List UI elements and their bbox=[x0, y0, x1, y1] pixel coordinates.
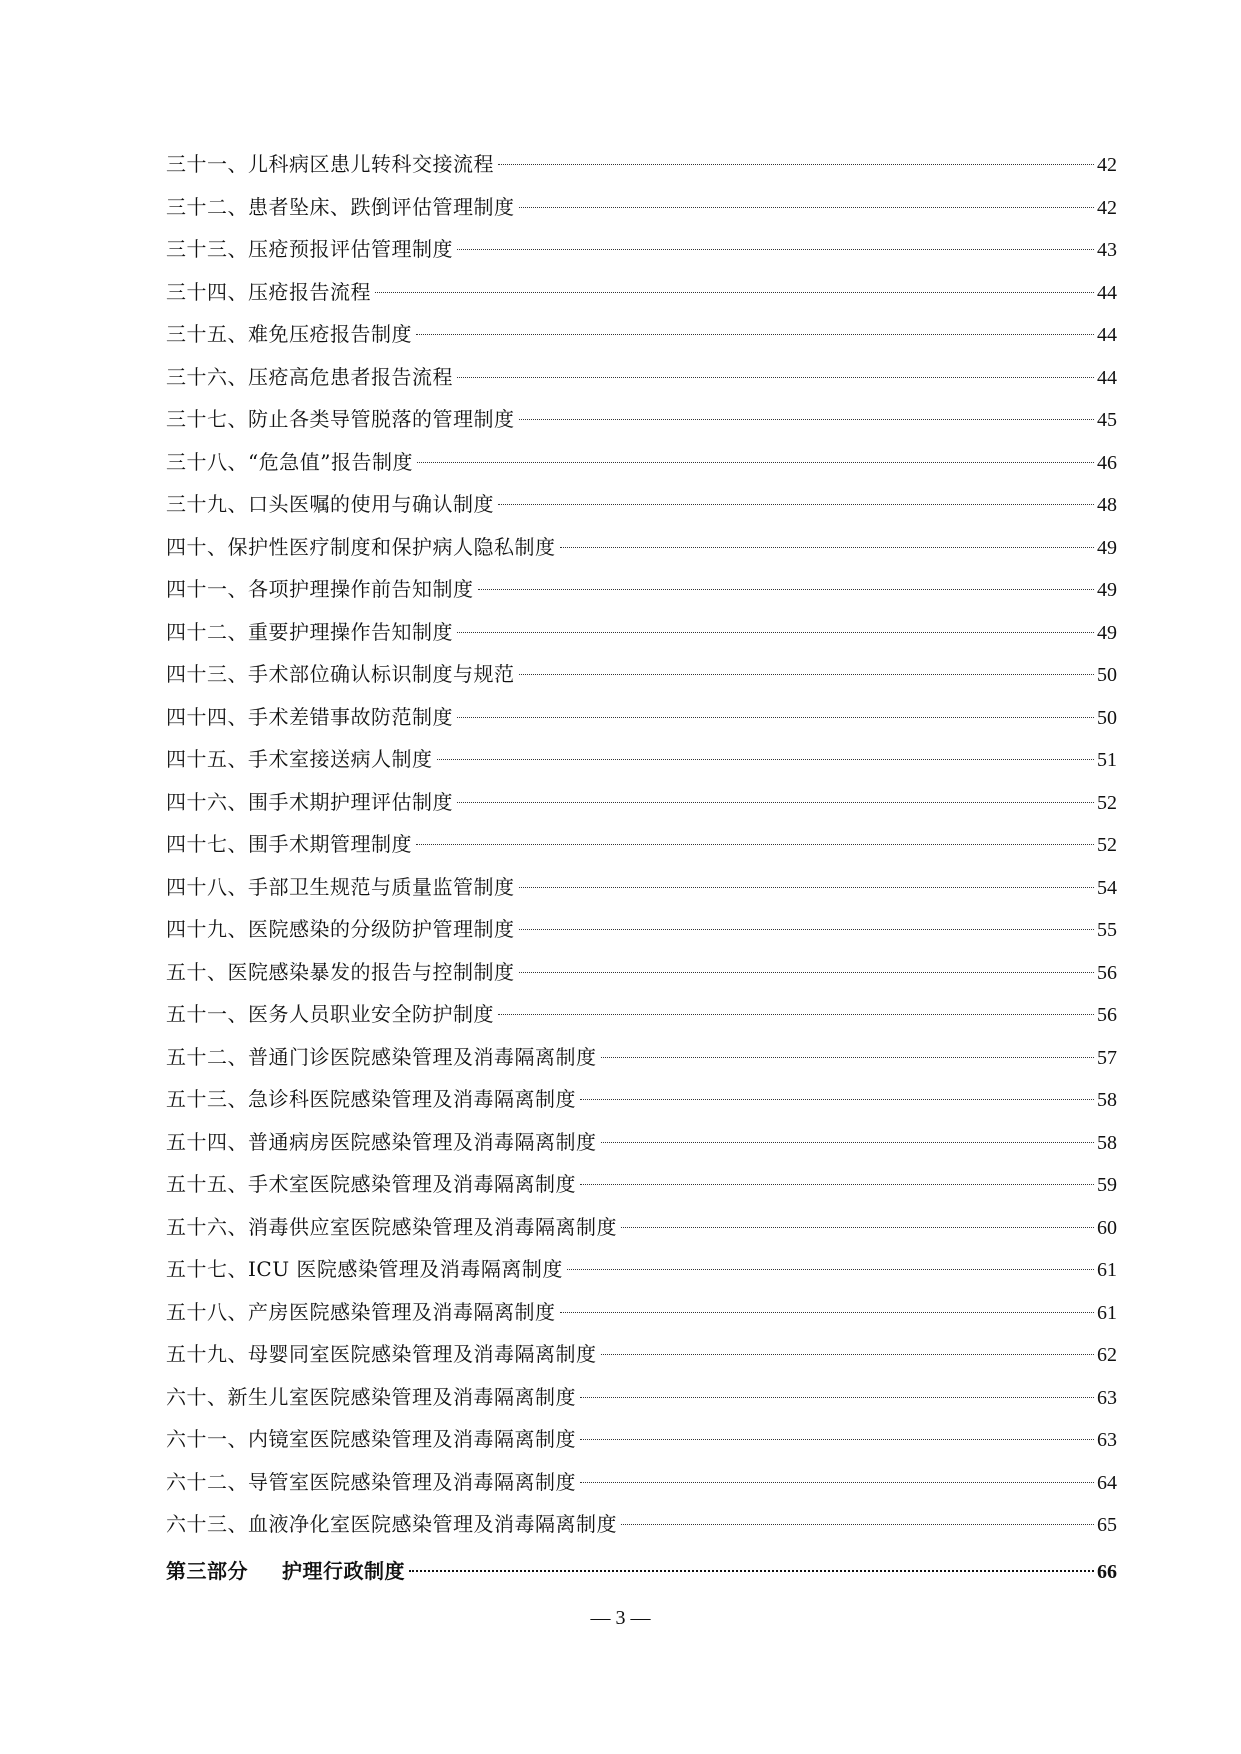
toc-entry bbox=[166, 993, 1117, 1036]
toc-entry-page-number: 63 bbox=[1097, 1386, 1117, 1409]
toc-dot-leader bbox=[478, 589, 1095, 590]
toc-entry bbox=[166, 1418, 1117, 1461]
toc-entry-title: 四十七、围手术期管理制度 bbox=[166, 832, 412, 856]
toc-entry-title: 三十二、患者坠床、跌倒评估管理制度 bbox=[166, 194, 515, 219]
toc-entry bbox=[166, 781, 1117, 824]
toc-entry-page-number: 44 bbox=[1097, 281, 1117, 304]
toc-entry-title: 四十、保护性医疗制度和保护病人隐私制度 bbox=[166, 534, 556, 559]
toc-entry-page-number: 56 bbox=[1097, 1004, 1117, 1026]
toc-entry-page-number: 46 bbox=[1097, 451, 1117, 474]
toc-dot-leader bbox=[375, 292, 1094, 293]
toc-entry-page-number: 58 bbox=[1097, 1089, 1117, 1111]
toc-entry-page-number: 44 bbox=[1097, 324, 1117, 346]
toc-entry-page-number: 54 bbox=[1097, 876, 1117, 899]
toc-dot-leader bbox=[457, 377, 1094, 378]
toc-entry-page-number: 52 bbox=[1097, 791, 1117, 814]
toc-dot-leader bbox=[498, 164, 1094, 165]
toc-entry-page-number: 49 bbox=[1097, 621, 1117, 644]
toc-entry-page-number: 62 bbox=[1097, 1344, 1117, 1366]
toc-entry-title: 五十六、消毒供应室医院感染管理及消毒隔离制度 bbox=[166, 1214, 617, 1239]
toc-entry bbox=[166, 186, 1117, 229]
toc-dot-leader bbox=[621, 1524, 1094, 1525]
toc-entry-page-number: 50 bbox=[1097, 664, 1117, 686]
toc-entry bbox=[166, 1248, 1117, 1291]
toc-entry-title: 六十三、血液净化室医院感染管理及消毒隔离制度 bbox=[166, 1512, 617, 1536]
toc-entry bbox=[166, 143, 1117, 186]
toc-entry-title: 五十九、母婴同室医院感染管理及消毒隔离制度 bbox=[166, 1342, 597, 1366]
toc-entry-page-number: 56 bbox=[1097, 961, 1117, 984]
toc-entry-title: 四十五、手术室接送病人制度 bbox=[166, 747, 433, 771]
toc-entry-title: 四十八、手部卫生规范与质量监管制度 bbox=[166, 874, 515, 899]
toc-part-label: 第三部分 bbox=[166, 1558, 248, 1583]
toc-dot-leader bbox=[409, 1570, 1094, 1572]
toc-dot-leader bbox=[519, 972, 1095, 973]
toc-entry-title: 五十八、产房医院感染管理及消毒隔离制度 bbox=[166, 1299, 556, 1324]
toc-entry-title: 六十一、内镜室医院感染管理及消毒隔离制度 bbox=[166, 1427, 576, 1451]
toc-entry-title: 三十五、难免压疮报告制度 bbox=[166, 322, 412, 346]
toc-dot-leader bbox=[416, 844, 1094, 845]
toc-dot-leader bbox=[417, 462, 1094, 463]
toc-entry-page-number: 64 bbox=[1097, 1471, 1117, 1494]
toc-entry-page-number: 49 bbox=[1097, 536, 1117, 559]
toc-entry bbox=[166, 271, 1117, 314]
toc-dot-leader bbox=[580, 1397, 1094, 1398]
toc-entry bbox=[166, 441, 1117, 484]
toc-entry-page-number: 58 bbox=[1097, 1131, 1117, 1154]
toc-entry bbox=[166, 866, 1117, 909]
toc-dot-leader bbox=[519, 887, 1095, 888]
toc-dot-leader bbox=[498, 504, 1094, 505]
toc-entry-page-number: 43 bbox=[1097, 239, 1117, 261]
toc-dot-leader bbox=[560, 547, 1095, 548]
toc-entry-page-number: 61 bbox=[1097, 1301, 1117, 1324]
toc-part-title: 护理行政制度 bbox=[282, 1558, 405, 1583]
table-of-contents bbox=[166, 143, 1117, 1592]
toc-entry bbox=[166, 568, 1117, 611]
toc-part-heading bbox=[166, 1550, 405, 1593]
toc-entry bbox=[166, 1503, 1117, 1546]
page-footer bbox=[0, 1607, 1241, 1630]
toc-entry-page-number: 51 bbox=[1097, 749, 1117, 771]
toc-entry bbox=[166, 356, 1117, 399]
toc-entry-title: 五十一、医务人员职业安全防护制度 bbox=[166, 1002, 494, 1026]
toc-entry-page-number: 63 bbox=[1097, 1429, 1117, 1451]
toc-entry bbox=[166, 1291, 1117, 1334]
toc-entry-title: 三十四、压疮报告流程 bbox=[166, 279, 371, 304]
page-number: — 3 — bbox=[590, 1607, 651, 1629]
toc-dot-leader bbox=[498, 1014, 1094, 1015]
toc-part-page-number: 66 bbox=[1097, 1560, 1117, 1583]
toc-entry-page-number: 42 bbox=[1097, 154, 1117, 176]
toc-entry-title: 四十三、手术部位确认标识制度与规范 bbox=[166, 662, 515, 686]
toc-entry-title: 五十五、手术室医院感染管理及消毒隔离制度 bbox=[166, 1172, 576, 1196]
toc-entry-page-number: 59 bbox=[1097, 1174, 1117, 1196]
toc-entry-page-number: 45 bbox=[1097, 409, 1117, 431]
toc-entry-title: 三十八、“危急值”报告制度 bbox=[166, 449, 413, 474]
toc-dot-leader bbox=[580, 1482, 1094, 1483]
toc-dot-leader bbox=[560, 1312, 1095, 1313]
toc-entry bbox=[166, 823, 1117, 866]
toc-dot-leader bbox=[457, 802, 1094, 803]
toc-entry bbox=[166, 313, 1117, 356]
toc-entry-title: 四十九、医院感染的分级防护管理制度 bbox=[166, 917, 515, 941]
toc-dot-leader bbox=[621, 1227, 1094, 1228]
toc-entry-page-number: 50 bbox=[1097, 706, 1117, 729]
toc-dot-leader bbox=[519, 419, 1095, 420]
toc-entry-title: 五十七、ICU 医院感染管理及消毒隔离制度 bbox=[166, 1257, 563, 1281]
toc-dot-leader bbox=[519, 207, 1095, 208]
toc-entry bbox=[166, 738, 1117, 781]
toc-entry-title: 四十六、围手术期护理评估制度 bbox=[166, 789, 453, 814]
toc-entry-title: 三十九、口头医嘱的使用与确认制度 bbox=[166, 492, 494, 516]
toc-entry bbox=[166, 1163, 1117, 1206]
toc-dot-leader bbox=[601, 1142, 1095, 1143]
toc-entry bbox=[166, 228, 1117, 271]
toc-entry-title: 五十、医院感染暴发的报告与控制制度 bbox=[166, 959, 515, 984]
toc-dot-leader bbox=[601, 1057, 1095, 1058]
toc-entry-title: 六十、新生儿室医院感染管理及消毒隔离制度 bbox=[166, 1384, 576, 1409]
toc-entry-page-number: 60 bbox=[1097, 1216, 1117, 1239]
toc-dot-leader bbox=[567, 1269, 1094, 1270]
toc-entry-title: 三十一、儿科病区患儿转科交接流程 bbox=[166, 152, 494, 176]
toc-dot-leader bbox=[457, 632, 1094, 633]
toc-entry bbox=[166, 611, 1117, 654]
toc-entry-title: 六十二、导管室医院感染管理及消毒隔离制度 bbox=[166, 1469, 576, 1494]
toc-entry-title: 三十七、防止各类导管脱落的管理制度 bbox=[166, 407, 515, 431]
toc-dot-leader bbox=[437, 759, 1095, 760]
toc-entry-page-number: 49 bbox=[1097, 579, 1117, 601]
toc-entry bbox=[166, 1333, 1117, 1376]
toc-entry-page-number: 52 bbox=[1097, 834, 1117, 856]
toc-entry-title: 四十二、重要护理操作告知制度 bbox=[166, 619, 453, 644]
toc-entry bbox=[166, 908, 1117, 951]
toc-entry-title: 三十三、压疮预报评估管理制度 bbox=[166, 237, 453, 261]
toc-entry-page-number: 42 bbox=[1097, 196, 1117, 219]
toc-entry-page-number: 55 bbox=[1097, 919, 1117, 941]
toc-entry bbox=[166, 398, 1117, 441]
toc-dot-leader bbox=[457, 249, 1094, 250]
toc-entry-page-number: 44 bbox=[1097, 366, 1117, 389]
toc-entry-title: 五十三、急诊科医院感染管理及消毒隔离制度 bbox=[166, 1087, 576, 1111]
toc-dot-leader bbox=[580, 1099, 1094, 1100]
toc-dot-leader bbox=[601, 1354, 1095, 1355]
toc-entry-title: 三十六、压疮高危患者报告流程 bbox=[166, 364, 453, 389]
toc-entry-title: 五十二、普通门诊医院感染管理及消毒隔离制度 bbox=[166, 1044, 597, 1069]
toc-entry-page-number: 61 bbox=[1097, 1259, 1117, 1281]
toc-entry bbox=[166, 483, 1117, 526]
toc-entry-title: 四十一、各项护理操作前告知制度 bbox=[166, 577, 474, 601]
toc-entry bbox=[166, 653, 1117, 696]
toc-entry-title: 四十四、手术差错事故防范制度 bbox=[166, 704, 453, 729]
toc-entry bbox=[166, 1121, 1117, 1164]
toc-entry bbox=[166, 1461, 1117, 1504]
toc-entry-page-number: 57 bbox=[1097, 1046, 1117, 1069]
toc-dot-leader bbox=[519, 674, 1095, 675]
toc-entry bbox=[166, 526, 1117, 569]
toc-entry bbox=[166, 1376, 1117, 1419]
toc-dot-leader bbox=[580, 1439, 1094, 1440]
toc-dot-leader bbox=[416, 334, 1094, 335]
toc-entry bbox=[166, 951, 1117, 994]
toc-entry bbox=[166, 696, 1117, 739]
toc-entry bbox=[166, 1036, 1117, 1079]
toc-entry-page-number: 48 bbox=[1097, 494, 1117, 516]
toc-dot-leader bbox=[580, 1184, 1094, 1185]
toc-dot-leader bbox=[457, 717, 1094, 718]
toc-entry-page-number: 65 bbox=[1097, 1514, 1117, 1536]
toc-dot-leader bbox=[519, 929, 1095, 930]
toc-entry bbox=[166, 1206, 1117, 1249]
toc-part-entry bbox=[166, 1550, 1117, 1593]
toc-entry bbox=[166, 1078, 1117, 1121]
toc-entry-title: 五十四、普通病房医院感染管理及消毒隔离制度 bbox=[166, 1129, 597, 1154]
